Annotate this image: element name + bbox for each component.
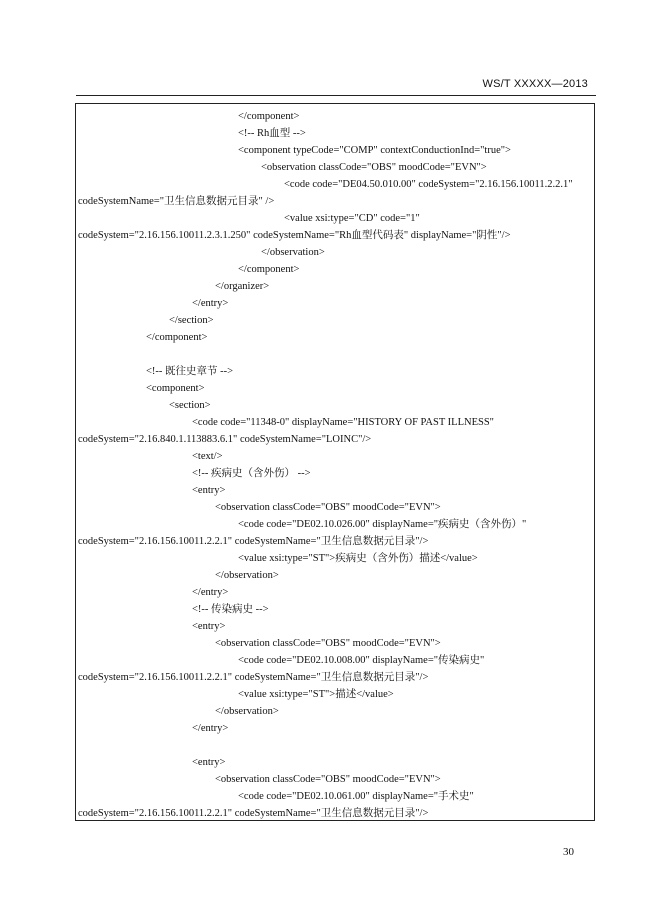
code-line: <observation classCode="OBS" moodCode="EVN">	[261, 162, 487, 173]
code-line: </organizer>	[215, 281, 270, 292]
code-line: <component typeCode="COMP" contextConductionInd="true">	[238, 145, 511, 156]
code-line: <!-- 既往史章节 -->	[146, 366, 234, 377]
code-line: <observation classCode="OBS" moodCode="EVN">	[215, 638, 441, 649]
code-line: <entry>	[192, 485, 226, 496]
code-line: </entry>	[192, 298, 229, 309]
code-line: </component>	[238, 111, 300, 122]
code-line: <component>	[146, 383, 205, 394]
code-line: <value xsi:type="ST">描述</value>	[238, 689, 394, 700]
code-line: <!-- 疾病史（含外伤） -->	[192, 468, 311, 479]
code-line: <observation classCode="OBS" moodCode="EVN">	[215, 502, 441, 513]
header-divider	[76, 95, 596, 96]
code-line: codeSystem="2.16.156.10011.2.2.1" codeSystemName="卫生信息数据元目录"/>	[78, 672, 429, 683]
code-line: </section>	[169, 315, 214, 326]
code-line: codeSystemName="卫生信息数据元目录" />	[78, 196, 275, 207]
code-line: codeSystem="2.16.840.1.113883.6.1" codeSystemName="LOINC"/>	[78, 434, 372, 445]
code-line: <code code="11348-0" displayName="HISTORY OF PAST ILLNESS"	[192, 417, 494, 428]
code-line: codeSystem="2.16.156.10011.2.2.1" codeSystemName="卫生信息数据元目录"/>	[78, 536, 429, 547]
code-line: </observation>	[215, 570, 279, 581]
code-line: <text/>	[192, 451, 223, 462]
code-listing-box	[75, 103, 595, 821]
code-line: <section>	[169, 400, 211, 411]
standard-code: WS/T XXXXX—2013	[482, 78, 588, 90]
code-line: </component>	[238, 264, 300, 275]
code-line: <entry>	[192, 621, 226, 632]
code-line: </observation>	[215, 706, 279, 717]
code-line: codeSystem="2.16.156.10011.2.3.1.250" codeSystemName="Rh血型代码表" displayName="阴性"/>	[78, 230, 511, 241]
code-line: <value xsi:type="CD" code="1"	[284, 213, 420, 224]
code-line: <!-- 传染病史 -->	[192, 604, 269, 615]
code-line: <!-- Rh血型 -->	[238, 128, 306, 139]
code-line: <code code="DE02.10.061.00" displayName="手术史"	[238, 791, 474, 802]
code-line: <code code="DE04.50.010.00" codeSystem="2.16.156.10011.2.2.1"	[284, 179, 573, 190]
code-line: <entry>	[192, 757, 226, 768]
code-line: </component>	[146, 332, 208, 343]
page-number: 30	[563, 846, 574, 858]
code-line: <code code="DE02.10.008.00" displayName="传染病史"	[238, 655, 485, 666]
code-line: <observation classCode="OBS" moodCode="EVN">	[215, 774, 441, 785]
code-line: </observation>	[261, 247, 325, 258]
code-line: </entry>	[192, 587, 229, 598]
code-line: <code code="DE02.10.026.00" displayName="疾病史（含外伤）"	[238, 519, 527, 530]
code-line: codeSystem="2.16.156.10011.2.2.1" codeSystemName="卫生信息数据元目录"/>	[78, 808, 429, 819]
code-line: </entry>	[192, 723, 229, 734]
code-line: <value xsi:type="ST">疾病史（含外伤）描述</value>	[238, 553, 478, 564]
